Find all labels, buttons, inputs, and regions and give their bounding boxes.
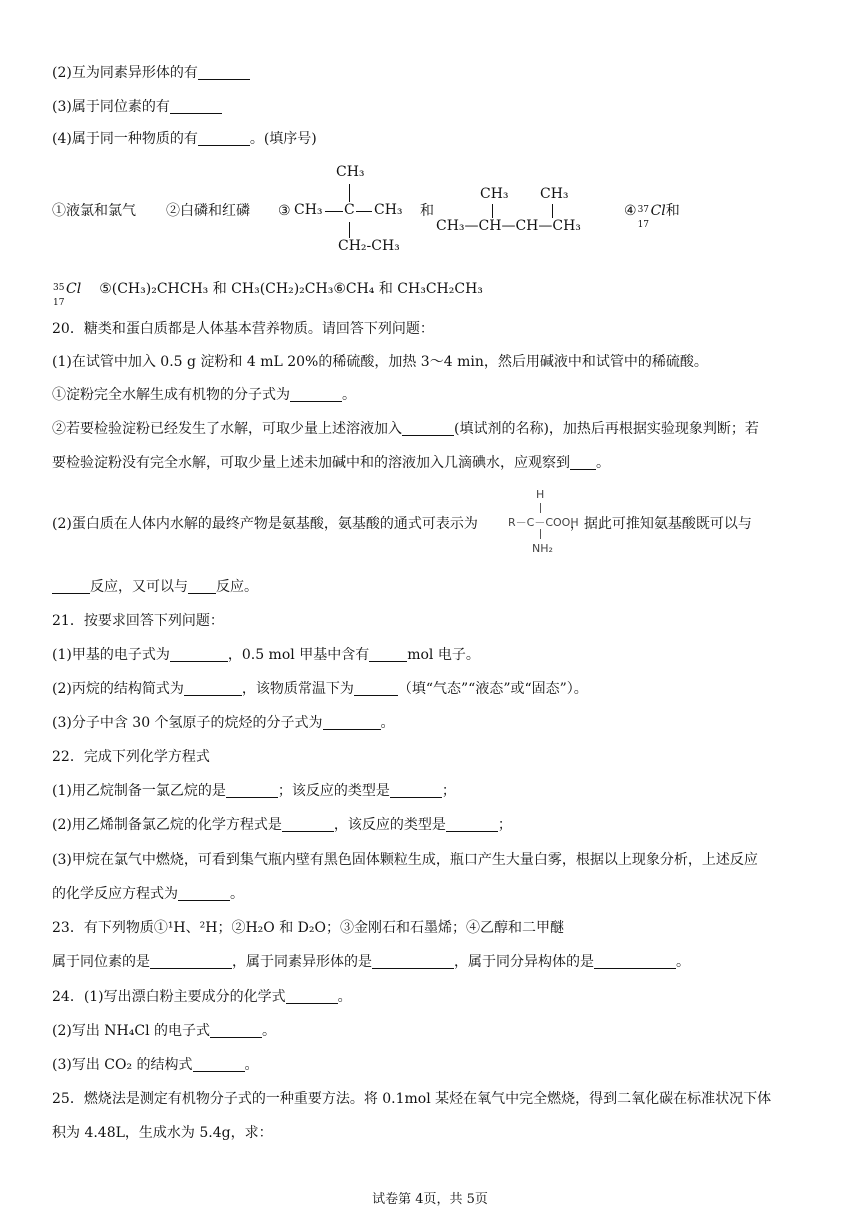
q22-sub3-continued: 的化学反应方程式为 。 bbox=[52, 886, 244, 902]
q19-sub3: (3)属于同位素的有 bbox=[52, 98, 222, 116]
q24-sub1: 24．(1)写出漂白粉主要成分的化学式 。 bbox=[52, 989, 352, 1005]
q22-sub2: (2)用乙烯制备氯乙烷的化学方程式是 ，该反应的类型是 ； bbox=[52, 817, 512, 833]
q23-title: 23．有下列物质①¹H、²H；②H₂O 和 D₂O；③金刚石和石墨烯；④乙醇和二甲醚 bbox=[52, 920, 564, 936]
option-4: ④ 37 17 Cl和 bbox=[624, 203, 680, 230]
q20-sub1c: 要检验淀粉没有完全水解，可取少量上述未加碱中和的溶液加入几滴碘水，应观察到 。 bbox=[52, 455, 610, 471]
q25-title: 25．燃烧法是测定有机物分子式的一种重要方法。将 0.1mol 某烃在氧气中完全燃烧，得到二氧化碳在标准状况下体 bbox=[52, 1091, 772, 1107]
q20-sub1: (1)在试管中加入 0.5 g 淀粉和 4 mL 20%的稀硫酸，加热 3～4 min，然后用碱液中和试管中的稀硫酸。 bbox=[52, 354, 708, 370]
option-3-and: 和 bbox=[420, 203, 434, 219]
answer-blank[interactable] bbox=[170, 99, 222, 114]
answer-blank[interactable] bbox=[170, 647, 228, 662]
q21-sub3: (3)分子中含 30 个氢原子的烷烃的分子式为 。 bbox=[52, 715, 395, 731]
page-footer: 试卷第 4页，共 5页 bbox=[372, 1192, 488, 1207]
q20-sub1a: ①淀粉完全水解生成有机物的分子式为 。 bbox=[52, 387, 356, 403]
option-3-label: ③ bbox=[278, 203, 291, 219]
q22-sub1: (1)用乙烷制备一氯乙烷的是 ；该反应的类型是 ； bbox=[52, 783, 456, 799]
answer-blank[interactable] bbox=[150, 954, 232, 969]
q19-sub2: (2)互为同素异形体的有 bbox=[52, 64, 250, 82]
answer-blank[interactable] bbox=[372, 954, 454, 969]
q20-title: 20．糖类和蛋白质都是人体基本营养物质。请回答下列问题： bbox=[52, 321, 434, 337]
q25-continued: 积为 4.48L，生成水为 5.4g，求： bbox=[52, 1125, 273, 1141]
structure-amino-acid: H R－C－COOH NH₂ bbox=[508, 488, 579, 555]
answer-blank[interactable] bbox=[594, 954, 676, 969]
answer-blank[interactable] bbox=[226, 783, 278, 798]
q20-sub2: (2)蛋白质在人体内水解的最终产物是氨基酸，氨基酸的通式可表示为 ，据此可推知氨基酸既可以与 bbox=[52, 516, 752, 532]
q21-sub2: (2)丙烷的结构简式为 ，该物质常温下为 （填“气态”“液态”或“固态”）。 bbox=[52, 681, 588, 697]
answer-blank[interactable] bbox=[570, 455, 596, 470]
structure-dimethylbutane: CH₃ CH₃ CH₃—CH—CH—CH₃ bbox=[436, 186, 581, 234]
q22-title: 22．完成下列化学方程式 bbox=[52, 749, 210, 765]
answer-blank[interactable] bbox=[402, 421, 454, 436]
q24-sub3: (3)写出 CO₂ 的结构式 。 bbox=[52, 1057, 259, 1073]
option-1: ①液氯和氯气 bbox=[52, 203, 136, 219]
answer-blank[interactable] bbox=[290, 387, 342, 402]
answer-blank[interactable] bbox=[198, 131, 250, 146]
answer-blank[interactable] bbox=[193, 1057, 245, 1072]
q21-title: 21．按要求回答下列问题： bbox=[52, 613, 224, 629]
answer-blank[interactable] bbox=[323, 715, 381, 730]
answer-blank[interactable] bbox=[188, 579, 216, 594]
option-2: ②白磷和红磷 bbox=[166, 203, 250, 219]
option-4-continued: 35 17 Cl ⑤(CH₃)₂CHCH₃ 和 CH₃(CH₂)₂CH₃⑥CH₄ 和 CH₃CH₂CH₃ bbox=[53, 281, 483, 308]
answer-blank[interactable] bbox=[184, 681, 242, 696]
q22-sub3: (3)甲烷在氯气中燃烧，可看到集气瓶内壁有黑色固体颗粒生成，瓶口产生大量白雾，根据以上现象分析，上述反应 bbox=[52, 852, 758, 868]
answer-blank[interactable] bbox=[390, 783, 442, 798]
answer-blank[interactable] bbox=[210, 1023, 262, 1038]
q20-sub2-continued: 反应，又可以与 反应。 bbox=[52, 578, 258, 596]
q21-sub1: (1)甲基的电子式为 ，0.5 mol 甲基中含有 mol 电子。 bbox=[52, 647, 480, 663]
answer-blank[interactable] bbox=[286, 989, 338, 1004]
answer-blank[interactable] bbox=[369, 647, 407, 662]
answer-blank[interactable] bbox=[282, 817, 334, 832]
q20-sub1b: ②若要检验淀粉已经发生了水解，可取少量上述溶液加入 (填试剂的名称)，加热后再根据实验现象判断；若 bbox=[52, 421, 759, 437]
q24-sub2: (2)写出 NH₄Cl 的电子式 。 bbox=[52, 1023, 276, 1039]
structure-neohexane: CH₃ CH₃ C CH₃ CH₂-CH₃ bbox=[294, 164, 403, 254]
answer-blank[interactable] bbox=[178, 886, 230, 901]
answer-blank[interactable] bbox=[52, 579, 90, 594]
answer-blank[interactable] bbox=[354, 681, 398, 696]
q19-sub4: (4)属于同一种物质的有 。(填序号) bbox=[52, 131, 317, 147]
answer-blank[interactable] bbox=[446, 817, 498, 832]
q23-sub: 属于同位素的是 ，属于同素异形体的是 ，属于同分异构体的是 。 bbox=[52, 954, 690, 970]
answer-blank[interactable] bbox=[198, 65, 250, 80]
